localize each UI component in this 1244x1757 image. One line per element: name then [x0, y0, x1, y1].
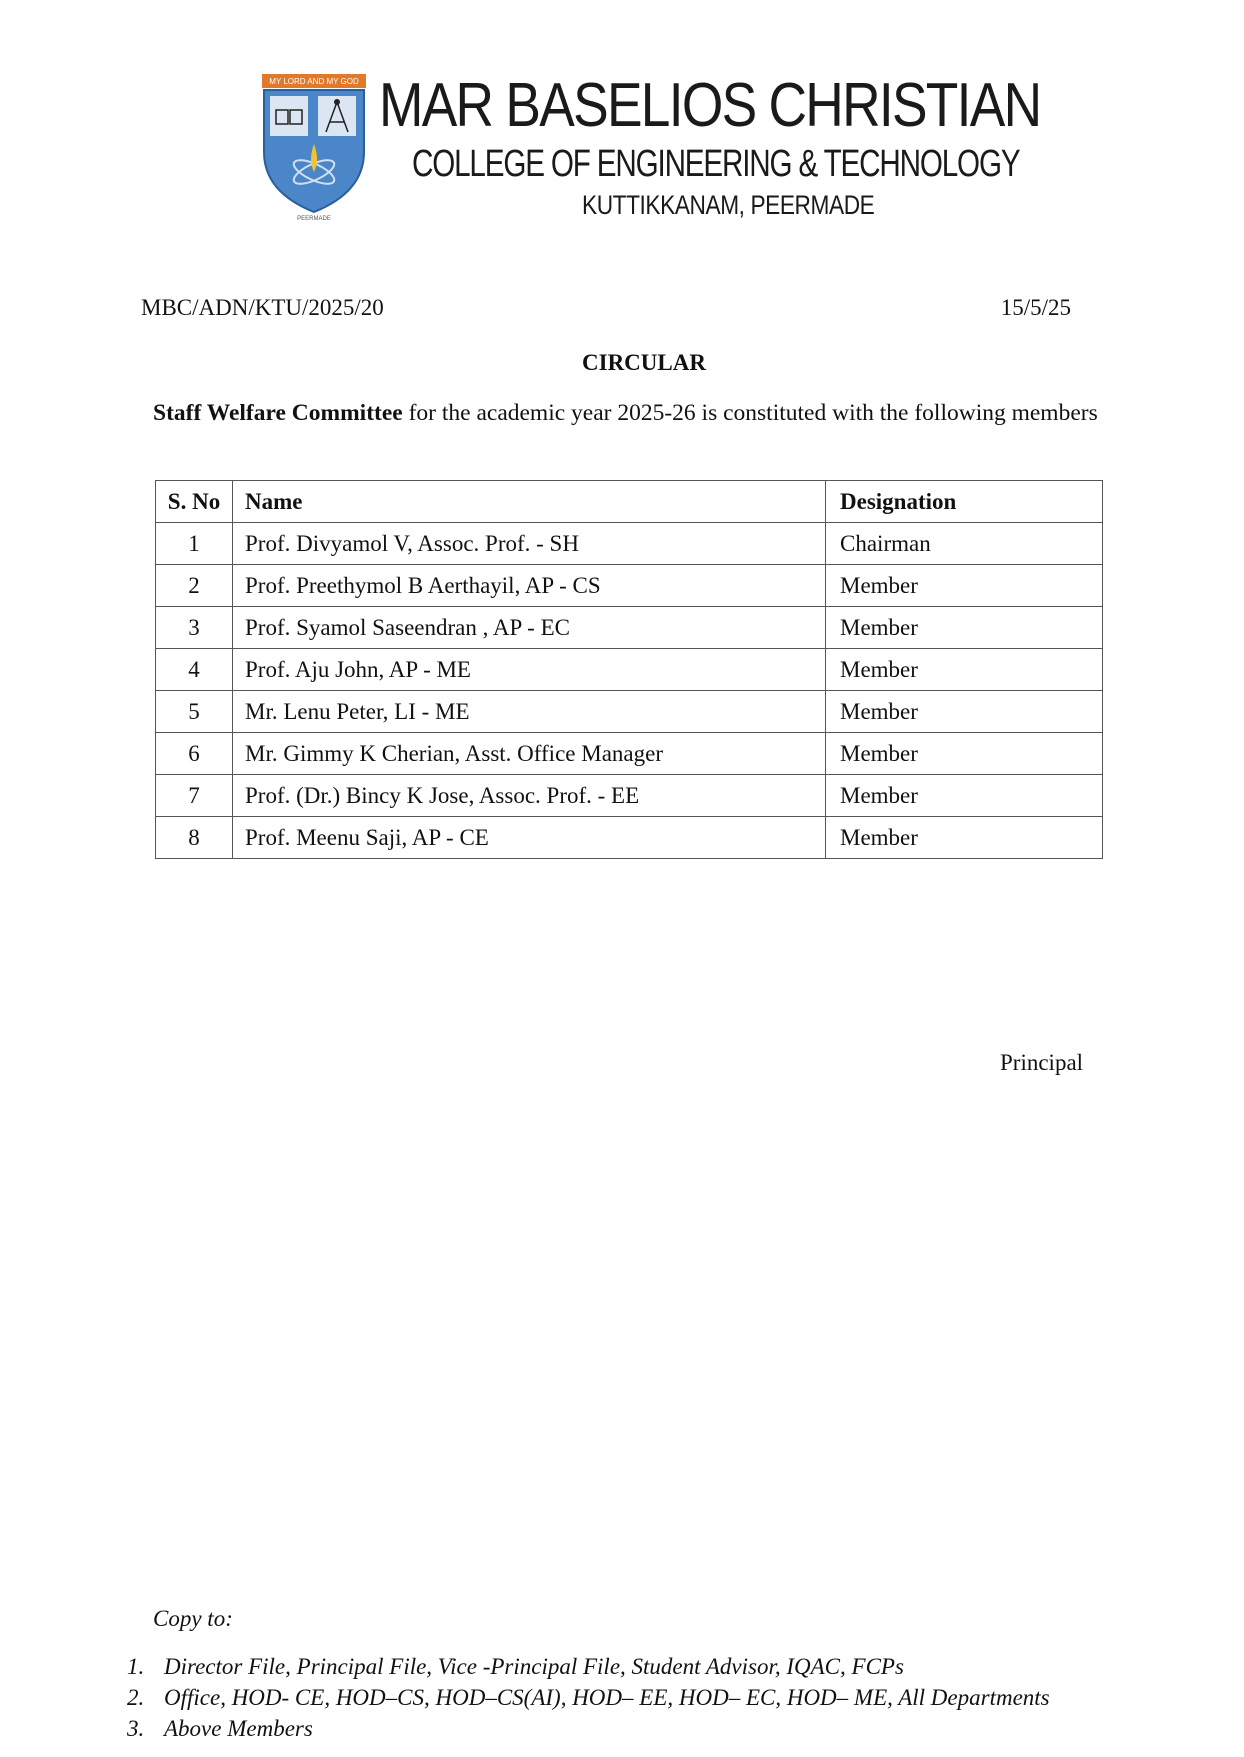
intro-paragraph	[153, 400, 1098, 427]
cell-sno: 1	[156, 523, 233, 565]
cell-designation: Member	[826, 607, 1103, 649]
cell-designation: Member	[826, 649, 1103, 691]
circular-title: CIRCULAR	[582, 350, 706, 375]
college-subtitle: COLLEGE OF ENGINEERING & TECHNOLOGY	[412, 143, 1020, 185]
table-row	[156, 733, 1103, 775]
cell-designation: Member	[826, 775, 1103, 817]
table-row	[156, 523, 1103, 565]
cell-name: Prof. Meenu Saji, AP - CE	[233, 817, 826, 859]
header-designation: Designation	[826, 481, 1103, 523]
cell-sno: 7	[156, 775, 233, 817]
table-row	[156, 565, 1103, 607]
college-seal-logo	[252, 72, 376, 222]
college-name: MAR BASELIOS CHRISTIAN	[379, 71, 1041, 140]
members-table	[155, 480, 1103, 859]
cell-designation: Chairman	[826, 523, 1103, 565]
cell-designation: Member	[826, 817, 1103, 859]
copy-to-item-number: 1.	[127, 1654, 145, 1679]
copy-to-item: Above Members	[164, 1716, 313, 1741]
cell-name: Prof. Preethymol B Aerthayil, AP - CS	[233, 565, 826, 607]
cell-sno: 2	[156, 565, 233, 607]
svg-text:PEERMADE: PEERMADE	[297, 216, 331, 222]
table-row	[156, 775, 1103, 817]
svg-text:MY LORD AND MY GOD: MY LORD AND MY GOD	[269, 77, 359, 86]
table-row	[156, 691, 1103, 733]
intro-text: for the academic year 2025-26 is constituted with the following members	[402, 400, 1098, 426]
cell-name: Prof. Syamol Saseendran , AP - EC	[233, 607, 826, 649]
cell-designation: Member	[826, 565, 1103, 607]
signatory: Principal	[1000, 1050, 1084, 1075]
cell-name: Mr. Gimmy K Cherian, Asst. Office Manager	[233, 733, 826, 775]
cell-sno: 3	[156, 607, 233, 649]
reference-number: MBC/ADN/KTU/2025/20	[141, 295, 384, 320]
table-row	[156, 607, 1103, 649]
cell-designation: Member	[826, 691, 1103, 733]
college-location: KUTTIKKANAM, PEERMADE	[582, 190, 875, 220]
table-row	[156, 817, 1103, 859]
copy-to-item: Director File, Principal File, Vice -Principal File, Student Advisor, IQAC, FCPs	[164, 1654, 904, 1679]
copy-to-label: Copy to:	[153, 1606, 233, 1631]
circular-date: 15/5/25	[1000, 295, 1071, 320]
cell-name: Prof. Aju John, AP - ME	[233, 649, 826, 691]
copy-to-item-number: 2.	[127, 1685, 145, 1710]
cell-sno: 6	[156, 733, 233, 775]
committee-name: Staff Welfare Committee	[153, 400, 403, 426]
cell-name: Prof. Divyamol V, Assoc. Prof. - SH	[233, 523, 826, 565]
cell-sno: 5	[156, 691, 233, 733]
header-name: Name	[233, 481, 826, 523]
cell-name: Mr. Lenu Peter, LI - ME	[233, 691, 826, 733]
header-sno: S. No	[156, 481, 233, 523]
cell-designation: Member	[826, 733, 1103, 775]
cell-name: Prof. (Dr.) Bincy K Jose, Assoc. Prof. - EE	[233, 775, 826, 817]
table-row	[156, 649, 1103, 691]
table-header-row	[156, 481, 1103, 523]
copy-to-item-number: 3.	[127, 1716, 145, 1741]
cell-sno: 8	[156, 817, 233, 859]
copy-to-item: Office, HOD- CE, HOD–CS, HOD–CS(AI), HOD– EE, HOD– EC, HOD– ME, All Departments	[164, 1685, 1050, 1710]
cell-sno: 4	[156, 649, 233, 691]
